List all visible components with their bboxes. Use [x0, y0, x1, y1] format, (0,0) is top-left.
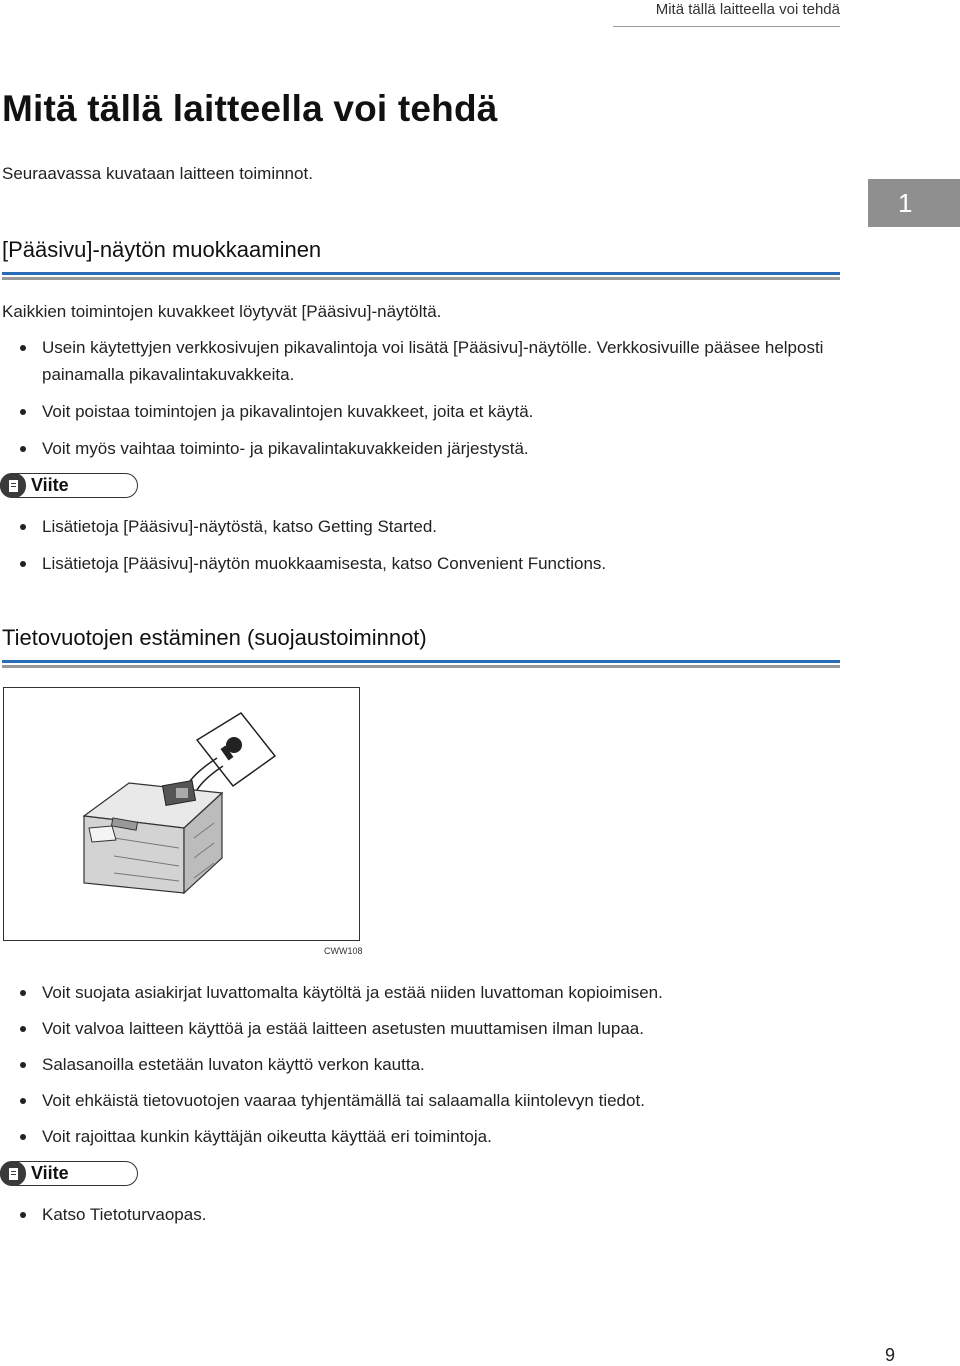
list-item: Katso Tietoturvaopas. — [2, 1201, 840, 1228]
note-icon — [0, 473, 26, 498]
note-box — [0, 473, 138, 498]
security-illustration — [3, 687, 360, 941]
section1-bullet-list — [2, 334, 840, 462]
section1-note-list — [2, 513, 840, 577]
note-label: Viite — [31, 475, 69, 495]
list-item: Salasanoilla estetään luvaton käyttö verkon kautta. — [2, 1051, 840, 1078]
list-item: Voit valvoa laitteen käyttöä ja estää laitteen asetusten muuttamisen ilman lupaa. — [2, 1015, 840, 1042]
section-heading-security: Tietovuotojen estäminen (suojaustoiminnot) — [2, 625, 840, 663]
page-number: 9 — [885, 1345, 896, 1365]
note-icon — [0, 1161, 26, 1186]
running-header: Mitä tällä laitteella voi tehdä — [655, 1, 840, 18]
list-item: Voit rajoittaa kunkin käyttäjän oikeutta käyttää eri toimintoja. — [2, 1123, 840, 1150]
list-item: Lisätietoja [Pääsivu]-näytön muokkaamisesta, katso Convenient Functions. — [2, 550, 840, 577]
page-title: Mitä tällä laitteella voi tehdä — [2, 88, 498, 129]
list-item: Voit myös vaihtaa toiminto- ja pikavalintakuvakkeiden järjestystä. — [2, 435, 840, 462]
list-item: Voit poistaa toimintojen ja pikavalintojen kuvakkeet, joita et käytä. — [2, 398, 840, 425]
list-item: Voit ehkäistä tietovuotojen vaaraa tyhjentämällä tai salaamalla kiintolevyn tiedot. — [2, 1087, 840, 1114]
list-item: Lisätietoja [Pääsivu]-näytöstä, katso Getting Started. — [2, 513, 840, 540]
section2-note-list — [2, 1201, 840, 1228]
intro-text: Seuraavassa kuvataan laitteen toiminnot. — [2, 164, 313, 183]
note-label: Viite — [31, 1163, 69, 1183]
note-box — [0, 1161, 138, 1186]
section-heading-home-screen: [Pääsivu]-näytön muokkaaminen — [2, 237, 840, 275]
section1-lead: Kaikkien toimintojen kuvakkeet löytyvät [Pääsivu]-näytöltä. — [2, 302, 442, 321]
section-home-screen — [2, 237, 840, 275]
locked-document-icon — [197, 713, 275, 786]
figure-code: CWW108 — [324, 946, 363, 956]
section-security-functions — [2, 625, 840, 663]
chapter-tab: 1 — [868, 179, 960, 227]
printer-lock-illustration — [4, 688, 359, 940]
list-item: Usein käytettyjen verkkosivujen pikavalintoja voi lisätä [Pääsivu]-näytölle. Verkkosivuille pääsee helposti painamalla pikavalintakuvakkeita. — [2, 334, 840, 388]
header-rule — [613, 26, 840, 27]
printer-icon — [84, 781, 222, 893]
list-item: Voit suojata asiakirjat luvattomalta käytöltä ja estää niiden luvattoman kopioimisen. — [2, 979, 840, 1006]
section2-bullet-list — [2, 979, 840, 1150]
